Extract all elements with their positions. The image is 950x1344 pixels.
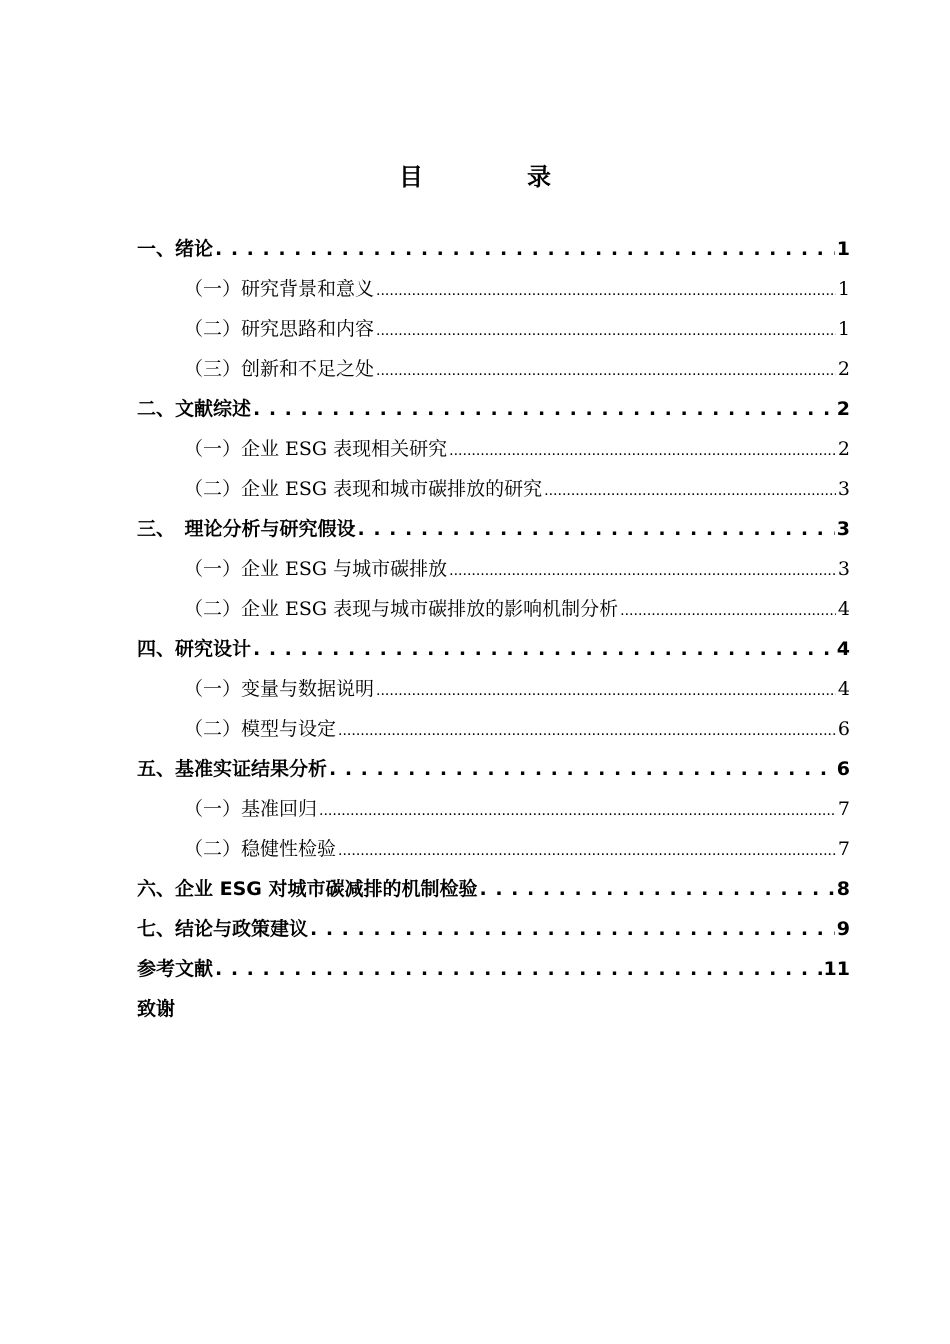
toc-dot-leader <box>376 349 836 391</box>
toc-page-number: 11 <box>823 958 850 980</box>
toc-entry-text: 三、 理论分析与研究假设 <box>137 518 356 540</box>
toc-entry-text: （一）研究背景和意义 <box>184 278 375 300</box>
toc-entry-text: 参考文献 <box>137 958 214 980</box>
toc-entry-approach[interactable] <box>137 309 850 349</box>
toc-page-number: 8 <box>836 878 850 900</box>
toc-entry-innovation[interactable] <box>137 349 850 389</box>
toc-entry-background[interactable] <box>137 269 850 309</box>
toc-entry-literature-review[interactable] <box>137 389 850 429</box>
toc-page-number: 7 <box>837 798 850 820</box>
toc-dot-leader <box>310 909 835 949</box>
toc-entry-text: 二、文献综述 <box>137 398 252 420</box>
table-of-contents <box>137 229 850 1029</box>
toc-entry-text: 一、绪论 <box>137 238 214 260</box>
toc-page-number: 7 <box>837 838 850 860</box>
toc-page-number: 4 <box>836 638 850 660</box>
toc-entry-text: （一）变量与数据说明 <box>184 678 375 700</box>
toc-page-number: 6 <box>837 718 850 740</box>
toc-entry-text: 四、研究设计 <box>137 638 252 660</box>
page-title: 目 录 <box>399 163 591 191</box>
toc-page-number: 4 <box>837 678 850 700</box>
toc-entry-text: （三）创新和不足之处 <box>184 358 375 380</box>
toc-entry-text: （二）模型与设定 <box>184 718 337 740</box>
toc-page-number: 3 <box>837 478 850 500</box>
toc-entry-text: 致谢 <box>137 998 176 1020</box>
toc-page-number: 2 <box>836 398 850 420</box>
toc-dot-leader <box>376 269 836 311</box>
toc-entry-text: （二）稳健性检验 <box>184 838 337 860</box>
toc-entry-text: （一）企业 ESG 表现相关研究 <box>184 438 448 460</box>
toc-dot-leader <box>358 509 835 549</box>
toc-entry-model[interactable] <box>137 709 850 749</box>
toc-dot-leader <box>338 829 836 871</box>
toc-entry-esg-carbon[interactable] <box>137 549 850 589</box>
toc-dot-leader <box>620 589 836 631</box>
toc-dot-leader <box>319 789 836 831</box>
toc-entry-research-design[interactable] <box>137 629 850 669</box>
toc-dot-leader <box>449 429 836 471</box>
toc-page-number: 3 <box>836 518 850 540</box>
toc-dot-leader <box>215 229 835 269</box>
toc-entry-robustness[interactable] <box>137 829 850 869</box>
toc-dot-leader <box>376 309 836 351</box>
toc-page-number: 9 <box>836 918 850 940</box>
toc-page-number: 1 <box>837 318 850 340</box>
toc-dot-leader <box>449 549 836 591</box>
toc-entry-text: 六、企业 ESG 对城市碳减排的机制检验 <box>137 878 478 900</box>
toc-entry-esg-research[interactable] <box>137 429 850 469</box>
toc-entry-text: （一）企业 ESG 与城市碳排放 <box>184 558 448 580</box>
toc-page-number: 1 <box>837 278 850 300</box>
toc-page-number: 6 <box>836 758 850 780</box>
toc-entry-variables[interactable] <box>137 669 850 709</box>
toc-entry-mechanism-test[interactable] <box>137 869 850 909</box>
toc-entry-text: 五、基准实证结果分析 <box>137 758 328 780</box>
toc-entry-conclusion[interactable] <box>137 909 850 949</box>
toc-dot-leader <box>480 869 835 909</box>
toc-entry-text: （二）研究思路和内容 <box>184 318 375 340</box>
toc-entry-references[interactable] <box>137 949 850 989</box>
toc-entry-text: 七、结论与政策建议 <box>137 918 309 940</box>
toc-entry-empirical-results[interactable] <box>137 749 850 789</box>
toc-entry-baseline-regression[interactable] <box>137 789 850 829</box>
toc-entry-text: （二）企业 ESG 表现与城市碳排放的影响机制分析 <box>184 598 619 620</box>
toc-entry-mechanism-analysis[interactable] <box>137 589 850 629</box>
toc-dot-leader <box>253 629 835 669</box>
toc-page-number: 1 <box>836 238 850 260</box>
toc-dot-leader <box>544 469 836 511</box>
toc-entry-text: （二）企业 ESG 表现和城市碳排放的研究 <box>184 478 543 500</box>
toc-page-number: 3 <box>837 558 850 580</box>
toc-dot-leader <box>215 949 822 989</box>
toc-page-number: 2 <box>837 358 850 380</box>
toc-page-number: 4 <box>837 598 850 620</box>
toc-dot-leader <box>329 749 835 789</box>
toc-entry-theory[interactable] <box>137 509 850 549</box>
toc-entry-text: （一）基准回归 <box>184 798 318 820</box>
toc-page-number: 2 <box>837 438 850 460</box>
toc-entry-intro[interactable] <box>137 229 850 269</box>
toc-entry-esg-carbon-research[interactable] <box>137 469 850 509</box>
toc-dot-leader <box>338 709 836 751</box>
toc-dot-leader <box>253 389 835 429</box>
toc-entry-acknowledgements[interactable] <box>137 989 850 1029</box>
toc-dot-leader <box>376 669 836 711</box>
